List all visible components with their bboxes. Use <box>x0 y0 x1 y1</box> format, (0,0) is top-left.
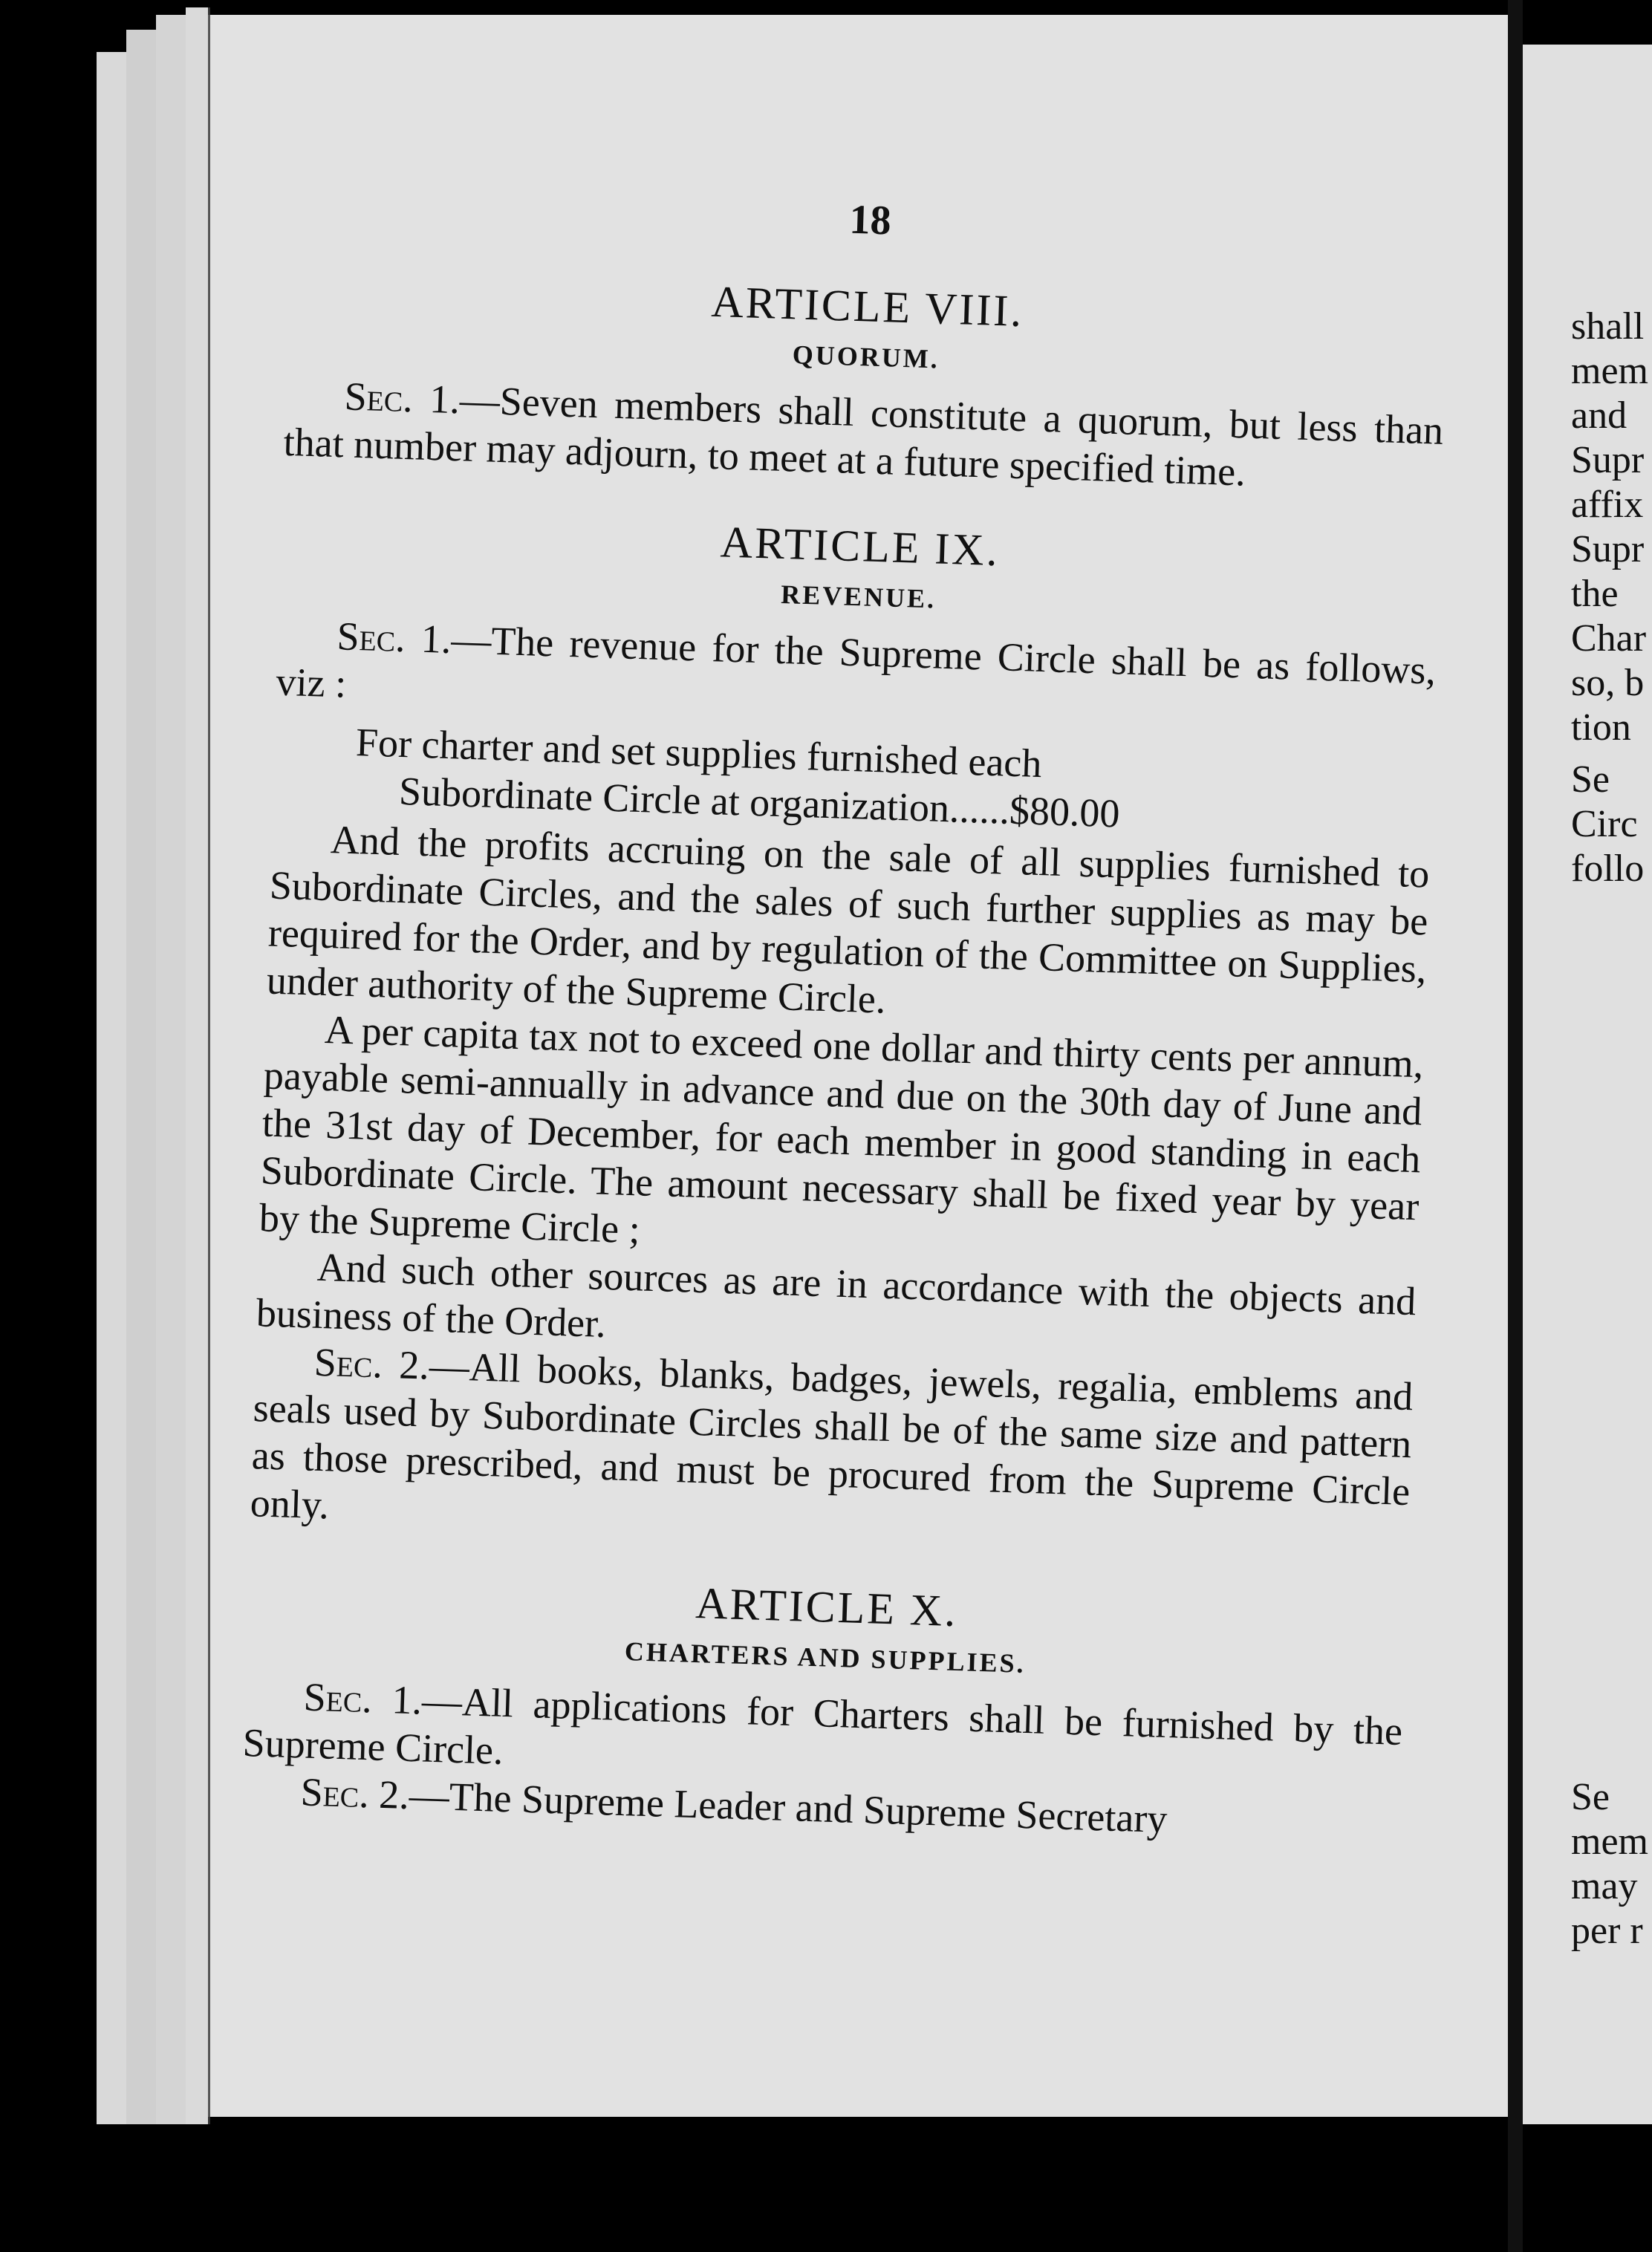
facing-text: Char <box>1571 617 1647 660</box>
facing-text: Se <box>1571 758 1610 801</box>
section-label: Sec. 2. <box>299 1769 410 1818</box>
page-content <box>241 178 1450 1850</box>
paragraph <box>250 1336 1414 1563</box>
book-page <box>208 15 1510 2117</box>
facing-text: the <box>1571 573 1619 615</box>
article-title: ARTICLE VIII. <box>710 276 1025 336</box>
paragraph-text: —Seven members shall constitute a quorum, but less than that number may adjourn, to meet at a future specified time. <box>282 377 1445 495</box>
page-edge <box>156 15 188 2124</box>
facing-text: mem <box>1571 350 1648 392</box>
fee-line: For charter and set supplies furnished each <box>355 720 1043 787</box>
facing-text: shall <box>1571 305 1645 348</box>
facing-text: Supr <box>1571 439 1645 481</box>
facing-text: may <box>1571 1865 1638 1907</box>
article-subtitle: REVENUE. <box>780 579 937 614</box>
page-edge <box>97 52 129 2124</box>
facing-text: Supr <box>1571 528 1645 570</box>
paragraph: And the profits accruing on the sale of all supplies furnished to Subordinate Circles, and the sales of such further supplies as may be required for the Order, and by regulation of the Committee on Supplies, under authority of the Supreme Circle. <box>266 817 1431 1022</box>
facing-text: and <box>1571 394 1627 437</box>
article-title: ARTICLE X. <box>695 1578 959 1636</box>
article-subtitle: QUORUM. <box>792 339 940 374</box>
paragraph-text: —The Supreme Leader and Supreme Secretary <box>408 1773 1168 1842</box>
article-title: ARTICLE IX. <box>719 517 1001 576</box>
facing-text: Se <box>1571 1776 1610 1818</box>
section-label: Sec. 2. <box>313 1339 430 1388</box>
fee-line: Subordinate Circle at organization......$80.00 <box>398 768 1121 836</box>
facing-text: affix <box>1571 484 1644 526</box>
section-label: Sec. 1. <box>343 374 461 423</box>
paragraph-text: —All applications for Charters shall be furnished by the Supreme Circle. <box>241 1678 1404 1773</box>
facing-text: mem <box>1571 1820 1648 1863</box>
paragraph-text: —The revenue for the Supreme Circle shall be as follows, viz : <box>275 617 1437 706</box>
article-subtitle: CHARTERS AND SUPPLIES. <box>624 1636 1027 1679</box>
paragraph: A per capita tax not to exceed one dollar and thirty cents per annum, payable semi-annually in advance and due on the 30th day of June and the 31st day of December, for each member in good standing in each Subordinate Circle. The amount necessary shall be fixed year by year by the Supreme Circle ; <box>258 1006 1425 1252</box>
paragraph-text: —All books, blanks, badges, jewels, regalia, emblems and seals used by Subordinate Circles shall be of the same size and pattern as those prescribed, and must be procured from the Supreme Circle only. <box>250 1343 1414 1528</box>
book-gutter <box>1508 0 1523 2252</box>
facing-page <box>1523 45 1652 2124</box>
facing-text: so, b <box>1571 662 1645 704</box>
facing-text: tion <box>1571 706 1631 749</box>
facing-text: per r <box>1571 1910 1643 1952</box>
facing-text: Circ <box>1571 803 1638 845</box>
page-number: 18 <box>848 196 892 244</box>
paragraph: And such other sources as are in accordance with the objects and business of the Order. <box>256 1244 1417 1347</box>
page-edge <box>126 30 158 2124</box>
section-label: Sec. 1. <box>302 1674 423 1723</box>
page-edge <box>186 7 210 2124</box>
section-label: Sec. 1. <box>336 614 452 663</box>
facing-text: follo <box>1571 847 1645 890</box>
